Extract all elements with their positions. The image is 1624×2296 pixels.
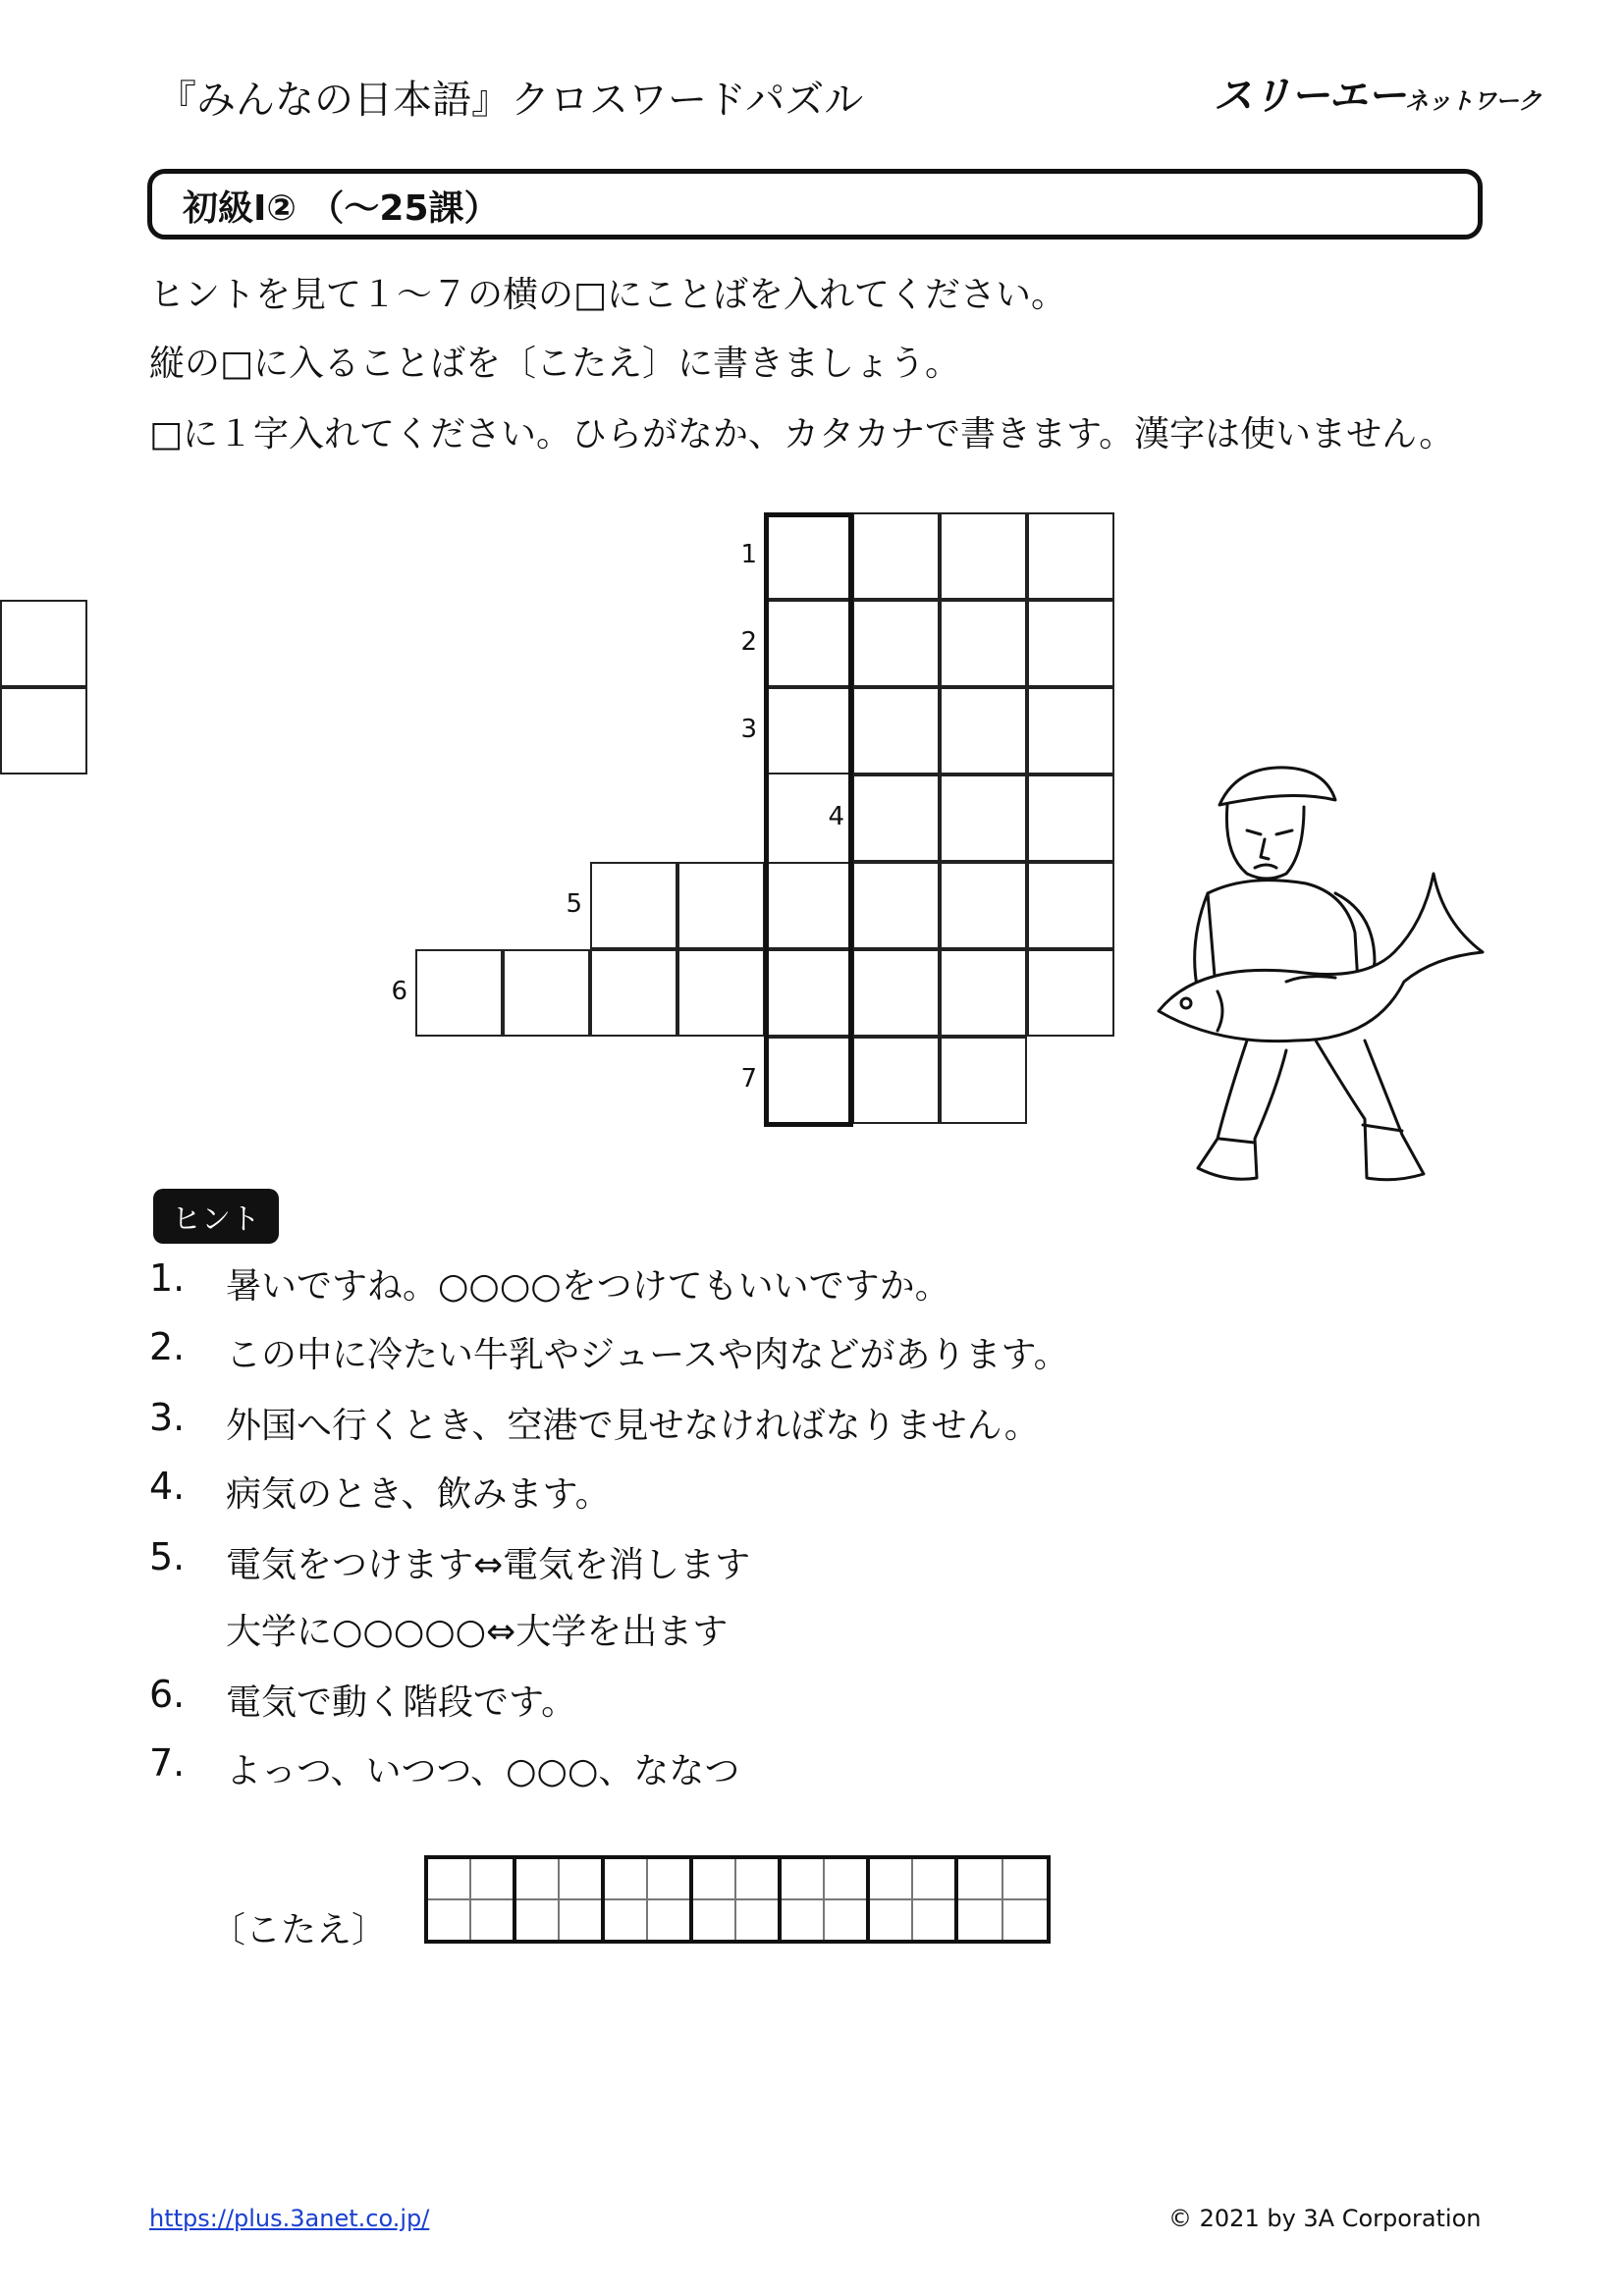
row-number: 2 bbox=[740, 627, 757, 657]
crossword-cell[interactable] bbox=[852, 687, 940, 774]
crossword-cell[interactable] bbox=[503, 949, 590, 1037]
crossword-cell[interactable] bbox=[852, 1037, 940, 1124]
brand-sub: ネットワーク bbox=[1405, 87, 1541, 115]
hint-text: 電気をつけます⇔電気を消します bbox=[226, 1545, 751, 1585]
footer-copyright: © 2021 by 3A Corporation bbox=[1168, 2205, 1482, 2232]
row-number: 3 bbox=[740, 715, 757, 744]
instruction-2: 縦の□に入ることばを〔こたえ〕に書きましょう。 bbox=[149, 344, 961, 384]
crossword-cell[interactable] bbox=[765, 600, 852, 687]
crossword-cell[interactable] bbox=[940, 600, 1027, 687]
crossword-cell[interactable] bbox=[940, 774, 1027, 862]
crossword-cell[interactable] bbox=[1027, 862, 1114, 949]
page-title: 『みんなの日本語』クロスワードパズル bbox=[157, 78, 864, 123]
hint-text: よっつ、いつつ、○○○、ななつ bbox=[226, 1751, 740, 1791]
crossword-cell[interactable] bbox=[1027, 949, 1114, 1037]
crossword-cell[interactable] bbox=[0, 600, 87, 687]
hint-number: 4. bbox=[149, 1465, 186, 1508]
crossword-cell[interactable] bbox=[852, 600, 940, 687]
crossword-cell[interactable] bbox=[765, 512, 852, 600]
answer-box[interactable] bbox=[693, 1859, 782, 1940]
crossword-cell[interactable] bbox=[765, 862, 852, 949]
answer-box[interactable] bbox=[605, 1859, 693, 1940]
crossword-cell[interactable] bbox=[590, 949, 677, 1037]
crossword-cell[interactable] bbox=[590, 862, 677, 949]
hint-text: 大学に○○○○○⇔大学を出ます bbox=[226, 1612, 729, 1652]
brand-main: スリーエー bbox=[1214, 74, 1405, 119]
crossword-cell[interactable] bbox=[940, 949, 1027, 1037]
crossword-cell[interactable] bbox=[852, 774, 940, 862]
hint-number: 1. bbox=[149, 1256, 186, 1300]
crossword-cell[interactable] bbox=[940, 512, 1027, 600]
hint-number: 7. bbox=[149, 1741, 186, 1785]
hint-number: 3. bbox=[149, 1396, 186, 1439]
crossword-cell[interactable] bbox=[940, 1037, 1027, 1124]
answer-box[interactable] bbox=[870, 1859, 958, 1940]
answer-box[interactable] bbox=[782, 1859, 870, 1940]
row-number: 5 bbox=[566, 889, 582, 919]
row-number: 6 bbox=[391, 977, 407, 1006]
hint-text: 電気で動く階段です。 bbox=[226, 1682, 577, 1723]
crossword-cell[interactable] bbox=[765, 687, 852, 774]
hint-badge: ヒント bbox=[153, 1189, 279, 1244]
answer-box[interactable] bbox=[428, 1859, 516, 1940]
crossword-cell[interactable] bbox=[852, 949, 940, 1037]
crossword-cell[interactable] bbox=[852, 862, 940, 949]
hint-number: 6. bbox=[149, 1673, 186, 1716]
crossword-cell[interactable] bbox=[940, 687, 1027, 774]
level-title: 初級Ⅰ② （～25課） bbox=[183, 188, 500, 229]
crossword-cell[interactable] bbox=[0, 687, 87, 774]
hint-text: 外国へ行くとき、空港で見せなければなりません。 bbox=[226, 1406, 1040, 1446]
answer-label: 〔こたえ〕 bbox=[210, 1910, 388, 1950]
answer-boxes bbox=[424, 1855, 1051, 1944]
crossword-cell[interactable] bbox=[765, 949, 852, 1037]
crossword-cell[interactable] bbox=[677, 949, 765, 1037]
answer-box[interactable] bbox=[516, 1859, 605, 1940]
hint-number: 2. bbox=[149, 1325, 186, 1368]
hint-text: この中に冷たい牛乳やジュースや肉などがあります。 bbox=[226, 1335, 1069, 1375]
row-number: 7 bbox=[740, 1064, 757, 1094]
hint-text: 病気のとき、飲みます。 bbox=[226, 1474, 611, 1515]
crossword-cell[interactable] bbox=[1027, 774, 1114, 862]
crossword-cell[interactable] bbox=[1027, 687, 1114, 774]
fisherman-illustration bbox=[1139, 746, 1502, 1198]
row-number: 4 bbox=[828, 802, 844, 831]
crossword-cell[interactable] bbox=[765, 1037, 852, 1124]
crossword-cell[interactable] bbox=[852, 512, 940, 600]
row-number: 1 bbox=[740, 540, 757, 569]
crossword-cell[interactable] bbox=[415, 949, 503, 1037]
crossword-cell[interactable] bbox=[1027, 512, 1114, 600]
crossword-cell[interactable] bbox=[940, 862, 1027, 949]
hint-text: 暑いですね。○○○○をつけてもいいですか。 bbox=[226, 1266, 950, 1307]
answer-box[interactable] bbox=[958, 1859, 1047, 1940]
instruction-3: □に１字入れてください。ひらがなか、カタカナで書きます。漢字は使いません。 bbox=[149, 414, 1455, 454]
crossword-cell[interactable] bbox=[677, 862, 765, 949]
crossword-cell[interactable] bbox=[1027, 600, 1114, 687]
brand-logo bbox=[1214, 65, 1541, 121]
footer-url-link[interactable]: https://plus.3anet.co.jp/ bbox=[149, 2205, 430, 2232]
instruction-1: ヒントを見て１～７の横の□にことばを入れてください。 bbox=[149, 275, 1067, 315]
hint-number: 5. bbox=[149, 1535, 186, 1578]
